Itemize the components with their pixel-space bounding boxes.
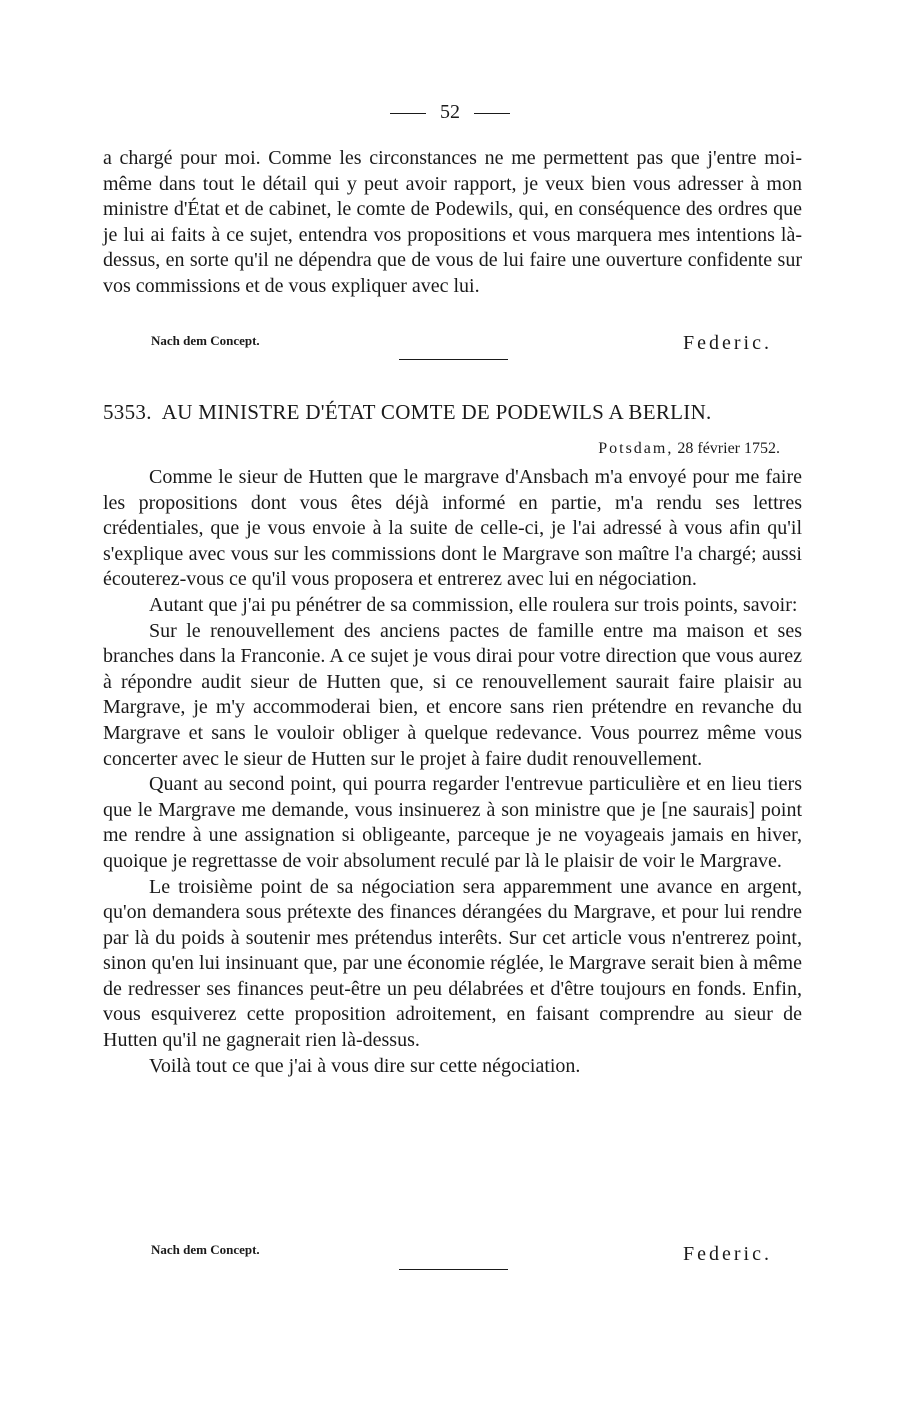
letter-paragraph-4: Quant au second point, qui pourra regarder l'entrevue particulière et en lieu tiers que le Margrave me demande, vous insinuerez à son ministre que je [ne saurais] point me rendre à une assignation si obligeante, parceque je ne voyageais jamais en hiver, quoique je regrettasse de voir absolument reculé par là le plaisir de voir le Margrave. — [103, 773, 802, 872]
continuation-text — [103, 146, 802, 300]
letter-paragraph-3: Sur le renouvellement des anciens pactes de famille entre ma maison et ses branches dans la Franconie. A ce sujet je vous dirai pour votre direction que vous aurez à répondre audit sieur de Hutten que, si ce renouvellement saurait faire plaisir au Margrave, je m'y accommoderai bien, et encore sans rien prétendre en revanche du Margrave et sans le vouloir obliger à quelque redevance. Vous pourrez même vous concerter avec le sieur de Hutten sur le projet à faire dudit renouvellement. — [103, 619, 802, 770]
letter-number: 5353. — [103, 400, 152, 424]
letter-paragraph-5: Le troisième point de sa négociation sera apparemment une avance en argent, qu'on demandera sous prétexte des finances dérangées du Margrave, et pour lui rendre par là du poids à soutenir mes prétendus interêts. Sur cet article vous n'entrerez point, sinon qu'en lui insinuant que, par une économie réglée, le Margrave serait bien à même de redresser ses finances peut-être un peu délabrées et d'être toujours en fonds. Enfin, vous esquiverez cette proposition adroitement, en faisant comprendre au sieur de Hutten qu'il ne gagnerait rien là-dessus. — [103, 875, 802, 1052]
letter-paragraph-1: Comme le sieur de Hutten que le margrave d'Ansbach m'a envoyé pour me faire les propositions dont vous êtes déjà informé en partie, m'a rendu ses lettres crédentiales, que je vous envoie à la suite de celle-ci, je l'ai adressé à vous afin qu'il s'explique avec vous sur les commissions dont le Margrave son maître l'a chargé; aussi écouterez-vous ce qu'il vous proposera et entrerez avec lui en négociation. — [103, 466, 802, 591]
separator-rule-2 — [399, 1269, 508, 1270]
letter-body — [103, 465, 802, 1079]
page-number-dash-left — [390, 113, 426, 114]
separator-rule-1 — [399, 359, 508, 360]
signature-2: Federic. — [683, 1243, 772, 1265]
letter-place: Potsdam, — [598, 440, 674, 457]
letter-paragraph-2: Autant que j'ai pu pénétrer de sa commission, elle roulera sur trois points, savoir: — [149, 593, 798, 616]
source-note-2: Nach dem Concept. — [151, 1242, 260, 1257]
letter-date: 28 février 1752. — [677, 440, 780, 457]
letter-paragraph-6: Voilà tout ce que j'ai à vous dire sur cette négociation. — [149, 1054, 581, 1077]
page-number — [0, 101, 900, 124]
source-note-1: Nach dem Concept. — [151, 333, 260, 348]
letter-dateline — [598, 440, 780, 458]
signature-1: Federic. — [683, 332, 772, 354]
page-number-dash-right — [474, 113, 510, 114]
letter-title: AU MINISTRE D'ÉTAT COMTE DE PODEWILS A BERLIN. — [161, 400, 712, 424]
letter-heading — [103, 400, 813, 425]
page-number-value: 52 — [440, 101, 460, 123]
continuation-paragraph: a chargé pour moi. Comme les circonstances ne me permettent pas que j'entre moi-même dans tout le détail qui y peut avoir rapport, je veux bien vous adresser à mon ministre d'État et de cabinet, le comte de Podewils, qui, en conséquence des ordres que je lui ai faits à ce sujet, entendra vos propositions et vous marquera mes intentions là-dessus, en sorte qu'il ne dépendra que de vous de lui faire une ouverture confidente sur vos commissions et de vous expliquer avec lui. — [103, 147, 802, 297]
